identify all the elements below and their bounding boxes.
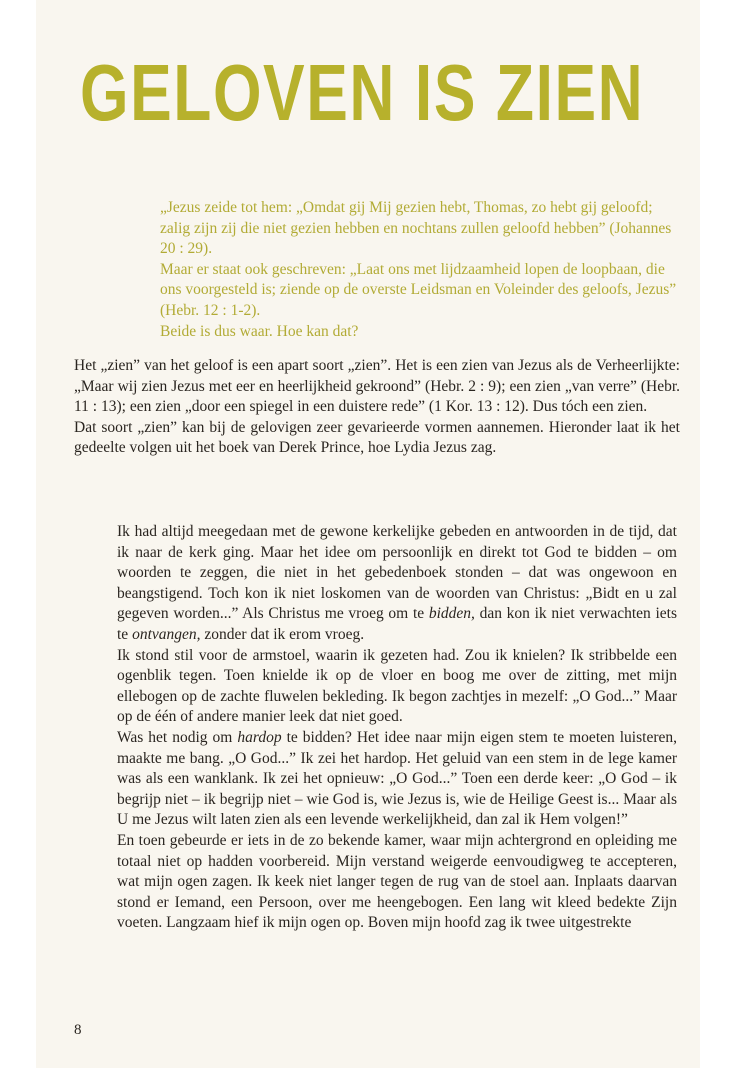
lydia-excerpt <box>117 522 677 934</box>
page-title: GELOVEN IS ZIEN <box>80 48 645 137</box>
quote-paragraph: Maar er staat ook geschreven: „Laat ons met lijdzaamheid lopen de loopbaan, die ons voorgesteld is; ziende op de overste Leidsman en Voleinder des geloofs, Jezus” (Hebr. 12 : 1-2). <box>160 260 677 319</box>
story-emphasis: hardop <box>237 728 282 746</box>
epigraph-quote <box>160 198 680 342</box>
intro-paragraph: Het „zien” van het geloof is een apart soort „zien”. Het is een zien van Jezus als de Verheerlijkte: „Maar wij zien Jezus met eer en heerlijkheid gekroond” (Hebr. 2 : 9); een zien „van verre” (Hebr. 11 : 13); een zien „door een spiegel in een duistere rede” (1 Kor. 13 : 12). Dus tóch een zien. <box>74 357 680 416</box>
story-paragraph <box>117 522 677 646</box>
intro-text <box>74 356 680 459</box>
quote-paragraph: Beide is dus waar. Hoe kan dat? <box>160 322 359 340</box>
quote-paragraph: „Jezus zeide tot hem: „Omdat gij Mij gezien hebt, Thomas, zo hebt gij geloofd; zalig zijn zij die niet gezien hebben en nochtans zullen geloofd hebben” (Johannes 20 : 29). <box>160 199 672 258</box>
story-emphasis: bidden, <box>428 605 475 623</box>
story-text: Was het nodig om <box>117 728 238 746</box>
story-paragraph: Ik stond stil voor de armstoel, waarin ik gezeten had. Zou ik knielen? Ik stribbelde een ogenblik tegen. Toen knielde ik op de vloer en boog me over de zitting, met mijn ellebogen op de zachte fluwelen bekleding. Ik begon zachtjes in mezelf: „O God...” Maar op de één of andere manier leek dat niet goed. <box>117 646 677 726</box>
story-text: Ik had altijd meegedaan met de gewone kerkelijke gebeden en antwoorden in de tijd, dat ik naar de kerk ging. Maar het idee om persoonlijk en direkt tot God te bidden – om woorden te zeggen, die niet in het gebedenboek stonden – dat was ongewoon en beangstigend. Toch kon ik niet loskomen van de woorden van Christus: „Bidt en u zal gegeven worden...” Als Christus me vroeg om te <box>117 523 677 623</box>
story-text: dan kon ik niet verwachten iets te <box>117 605 677 643</box>
page-number: 8 <box>74 1022 82 1038</box>
story-paragraph: En toen gebeurde er iets in de zo bekende kamer, waar mijn achtergrond en opleiding me totaal niet op hadden voorbereid. Mijn verstand weigerde eenvoudigweg te accepteren, wat mijn ogen zagen. Ik keek niet langer tegen de rug van de stoel aan. Inplaats daarvan stond er Iemand, een Persoon, over me heengebogen. Een lang wit kleed bedekte Zijn voeten. Langzaam hief ik mijn ogen op. Boven mijn hoofd zag ik twee uitgestrekte <box>117 831 677 932</box>
story-emphasis: ontvangen, <box>132 625 201 643</box>
intro-paragraph: Dat soort „zien” kan bij de gelovigen zeer gevarieerde vormen aannemen. Hieronder laat ik het gedeelte volgen uit het boek van Derek Prince, hoe Lydia Jezus zag. <box>74 418 680 457</box>
story-text: te bidden? Het idee naar mijn eigen stem te moeten luisteren, maakte me bang. „O God...” Ik zei het hardop. Het geluid van een stem in de lege kamer was als een wanklank. Ik zei het opnieuw: „O God...” Toen een derde keer: „O God – ik begrijp niet – ik begrijp niet – wie God is, wie Jezus is, wie de Heilige Geest is... Maar als U me Jezus wilt laten zien als een levende werkelijkheid, dan zal ik Hem volgen!” <box>117 728 677 829</box>
story-text: zonder dat ik erom vroeg. <box>200 625 365 643</box>
story-paragraph <box>117 728 677 831</box>
